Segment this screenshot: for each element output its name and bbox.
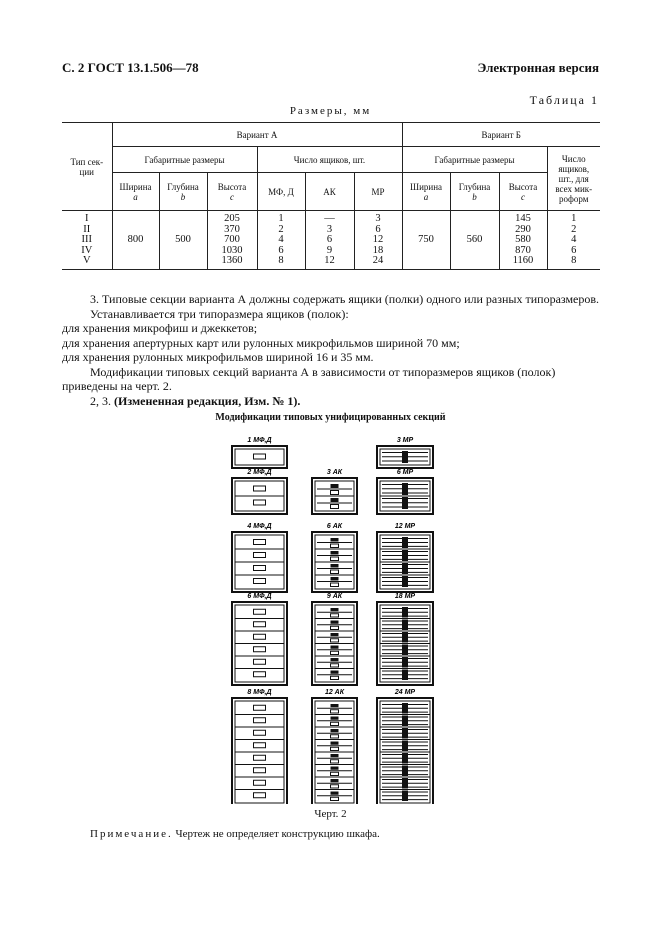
- drawer-handle: [254, 743, 266, 748]
- header-depth-a: Глубина b: [159, 173, 207, 211]
- drawer-handle: [331, 621, 339, 624]
- table-caption: Таблица 1: [529, 93, 599, 107]
- drawer-handle: [331, 498, 339, 502]
- shelf-spine: [402, 728, 408, 739]
- module-label: 12 АК: [324, 689, 345, 696]
- drawer-handle: [254, 755, 266, 760]
- module-label: 12 МР: [394, 523, 416, 530]
- table-cell-value: 145: [515, 213, 531, 224]
- table-cell-value: 18: [372, 244, 384, 256]
- drawer-handle: [331, 646, 339, 649]
- drawer-handle: [331, 792, 339, 795]
- drawer-handle: [254, 672, 266, 677]
- drawer-handle: [331, 671, 339, 674]
- table-cell-value: 6: [326, 234, 333, 245]
- drawer-handle: [331, 785, 339, 788]
- paragraph-microfiche: для хранения микрофиш и джеккетов;: [62, 321, 258, 335]
- col-mr: [354, 211, 402, 270]
- drawer-handle: [331, 779, 339, 782]
- module-label: 24 МР: [394, 689, 416, 696]
- module-label: 6 МР: [396, 469, 414, 476]
- col-ak: [305, 211, 354, 270]
- drawer-handle: [331, 505, 339, 509]
- drawer-handle: [331, 577, 339, 581]
- table-cell-value: 1030: [221, 244, 243, 256]
- header-mr: МР: [354, 173, 402, 211]
- table-cell-value: 6: [375, 223, 381, 235]
- drawer-handle: [331, 742, 339, 745]
- drawer-handle: [331, 717, 339, 720]
- header-width-b: Ширина a: [402, 173, 450, 211]
- table-cell-value: 370: [224, 223, 240, 235]
- table-cell-value: V: [82, 255, 91, 266]
- table-cell-value: 700: [224, 234, 240, 245]
- drawer-handle: [254, 454, 266, 459]
- header-depth-b: Глубина b: [450, 173, 499, 211]
- drawer-handle: [331, 583, 339, 587]
- table-cell-value: III: [81, 234, 92, 245]
- figure-title: Модификации типовых унифицированных секций: [215, 412, 446, 423]
- shelf-spine: [402, 497, 408, 509]
- drawer-handle: [254, 768, 266, 773]
- table-cell-value: 4: [278, 234, 284, 245]
- drawer-handle: [254, 647, 266, 652]
- table-cell-value: 6: [278, 244, 284, 256]
- shelf-spine: [402, 620, 408, 631]
- drawer-handle: [254, 553, 266, 558]
- table-cell-value: 1160: [512, 255, 534, 266]
- cabinet-frame: [232, 698, 287, 804]
- paragraph-aperture: для хранения апертурных карт или рулонных микрофильмов шириной 70 мм;: [62, 335, 460, 350]
- shelf-spine: [402, 576, 408, 587]
- col-mfd: [257, 211, 305, 270]
- drawer-handle: [254, 579, 266, 584]
- header-variant-b: Вариант Б: [402, 123, 600, 147]
- module-label: 6 АК: [326, 523, 343, 530]
- shelf-spine: [402, 451, 408, 463]
- drawer-handle: [331, 797, 339, 800]
- cell-depth-b: 560: [450, 211, 499, 270]
- drawer-handle: [331, 772, 339, 775]
- module-label: 9 АК: [326, 593, 343, 600]
- cabinet-inner: [235, 449, 284, 465]
- table-cell-value: IV: [81, 244, 93, 256]
- table-cell-value: 580: [515, 234, 531, 245]
- drawer-handle: [331, 729, 339, 732]
- drawer-handle: [331, 484, 339, 488]
- header-ak: АК: [305, 173, 354, 211]
- paragraph-modifications: Модификации типовых секций варианта А в зависимости от типоразмеров ящиков (полок) приведены на черт. 2.: [62, 364, 556, 393]
- drawer-handle: [331, 760, 339, 763]
- cell-depth-a: 500: [159, 211, 207, 270]
- drawer-handle: [331, 710, 339, 713]
- shelf-spine: [402, 778, 408, 789]
- drawer-handle: [331, 747, 339, 750]
- drawer-handle: [254, 718, 266, 723]
- shelf-spine: [402, 632, 408, 643]
- header-height-a: Высота c: [207, 173, 257, 211]
- module-label: 8 МФ,Д: [247, 689, 272, 696]
- shelf-spine: [402, 645, 408, 656]
- header-dimensions-a: Габаритные размеры: [112, 147, 257, 173]
- header-mfd: МФ, Д: [257, 173, 305, 211]
- shelf-spine: [402, 537, 408, 548]
- shelf-spine: [402, 716, 408, 727]
- table-cell-value: 1: [571, 213, 577, 224]
- shelf-spine: [402, 483, 408, 495]
- drawer-handle: [331, 557, 339, 561]
- drawer-handle: [331, 767, 339, 770]
- drawer-handle: [254, 566, 266, 571]
- table-cell-value: 12: [324, 255, 335, 266]
- module-label: 1 МФ,Д: [247, 437, 272, 444]
- header-variant-a: Вариант А: [112, 123, 402, 147]
- shelf-spine: [402, 766, 408, 777]
- paragraph-sizes: Устанавливается три типоразмера ящиков (полок):: [90, 306, 349, 321]
- shelf-spine: [402, 791, 408, 802]
- body-text: [62, 292, 600, 408]
- paragraph-rolls: для хранения рулонных микрофильмов шириной 16 и 35 мм.: [62, 350, 374, 364]
- shelf-spine: [402, 753, 408, 764]
- drawer-handle: [331, 639, 339, 642]
- cell-width-a: 800: [112, 211, 159, 270]
- table-cell-value: 8: [278, 255, 284, 266]
- figure-caption: Черт. 2: [314, 808, 347, 820]
- paragraph-amendment: 2, 3. (Измененная редакция, Изм. № 1).: [90, 393, 301, 408]
- table-cell-value: 1: [278, 213, 284, 224]
- module-label: 2 МФ,Д: [247, 469, 272, 476]
- drawer-handle: [254, 540, 266, 545]
- paragraph-3: 3. Типовые секции варианта А должны содержать ящики (полки) одного или разных типоразмеров.: [90, 292, 600, 306]
- drawer-handle: [254, 486, 266, 491]
- table-cell-value: 870: [515, 244, 531, 256]
- table-cell-value: 2: [571, 223, 577, 235]
- col-types: [62, 211, 112, 270]
- drawer-handle: [254, 659, 266, 664]
- drawer-handle: [331, 633, 339, 636]
- table-cell-value: —: [324, 213, 335, 224]
- drawer-handle: [331, 564, 339, 568]
- module-label: 4 МФ,Д: [247, 523, 272, 530]
- drawer-handle: [254, 780, 266, 785]
- shelf-spine: [402, 703, 408, 714]
- drawer-handle: [331, 614, 339, 617]
- drawer-handle: [331, 608, 339, 611]
- header-width-a: Ширина a: [112, 173, 159, 211]
- shelf-spine: [402, 563, 408, 574]
- drawer-handle: [331, 651, 339, 654]
- drawer-handle: [331, 704, 339, 707]
- table-cell-value: 8: [571, 255, 577, 266]
- cell-width-b: 750: [402, 211, 450, 270]
- module-label: 6 МФ,Д: [247, 593, 272, 600]
- table-cell-value: 2: [278, 223, 284, 235]
- table-cell-value: 6: [571, 244, 577, 256]
- drawer-handle: [254, 609, 266, 614]
- drawer-handle: [331, 570, 339, 574]
- table-cell-value: 12: [372, 234, 384, 245]
- header-drawers-count-b: Число ящиков, шт., для всех мик- роформ: [547, 147, 600, 211]
- drawer-handle: [331, 658, 339, 661]
- drawer-handle: [331, 722, 339, 725]
- header-type: Тип сек-ции: [62, 123, 112, 211]
- table-cell-value: 3: [326, 223, 333, 235]
- header-drawers-count: Число ящиков, шт.: [257, 147, 402, 173]
- drawer-handle: [331, 551, 339, 555]
- table-cell-value: 1360: [221, 255, 243, 266]
- page-header-left: С. 2 ГОСТ 13.1.506—78: [62, 60, 199, 75]
- table-cell-value: 4: [571, 234, 577, 245]
- table-cell-value: 24: [372, 255, 384, 266]
- drawer-handle: [331, 544, 339, 548]
- sections-table: [62, 122, 600, 270]
- drawer-handle: [254, 622, 266, 627]
- module-label: 18 МР: [394, 593, 416, 600]
- table-cell-value: 205: [224, 213, 240, 224]
- drawer-handle: [254, 730, 266, 735]
- table-units-label: Размеры, мм: [289, 105, 372, 117]
- table-cell-value: 290: [515, 223, 531, 235]
- shelf-spine: [402, 741, 408, 752]
- header-dimensions-b: Габаритные размеры: [402, 147, 547, 173]
- page-header-right: Электронная версия: [477, 60, 599, 75]
- col-height-b: [499, 211, 547, 270]
- drawer-handle: [254, 705, 266, 710]
- sections-figure: [220, 432, 440, 804]
- col-height-a: [207, 211, 257, 270]
- drawer-handle: [331, 491, 339, 495]
- col-num-b: [547, 211, 600, 270]
- module-label: 3 МР: [396, 437, 414, 444]
- drawer-handle: [331, 754, 339, 757]
- shelf-spine: [402, 607, 408, 618]
- note: Примечание. Чертеж не определяет конструкцию шкафа.: [90, 828, 380, 840]
- table-cell-value: 3: [375, 213, 381, 224]
- shelf-spine: [402, 550, 408, 561]
- table-cell-value: 9: [326, 244, 333, 256]
- drawer-handle: [331, 664, 339, 667]
- drawer-handle: [331, 538, 339, 542]
- drawer-handle: [331, 626, 339, 629]
- drawer-handle: [331, 676, 339, 679]
- shelf-spine: [402, 670, 408, 681]
- drawer-handle: [254, 634, 266, 639]
- module-label: 3 АК: [326, 469, 343, 476]
- header-height-b: Высота c: [499, 173, 547, 211]
- drawer-handle: [254, 793, 266, 798]
- drawer-handle: [254, 500, 266, 505]
- table-cell-value: II: [83, 223, 91, 235]
- table-cell-value: I: [85, 213, 89, 224]
- shelf-spine: [402, 657, 408, 668]
- drawer-handle: [331, 735, 339, 738]
